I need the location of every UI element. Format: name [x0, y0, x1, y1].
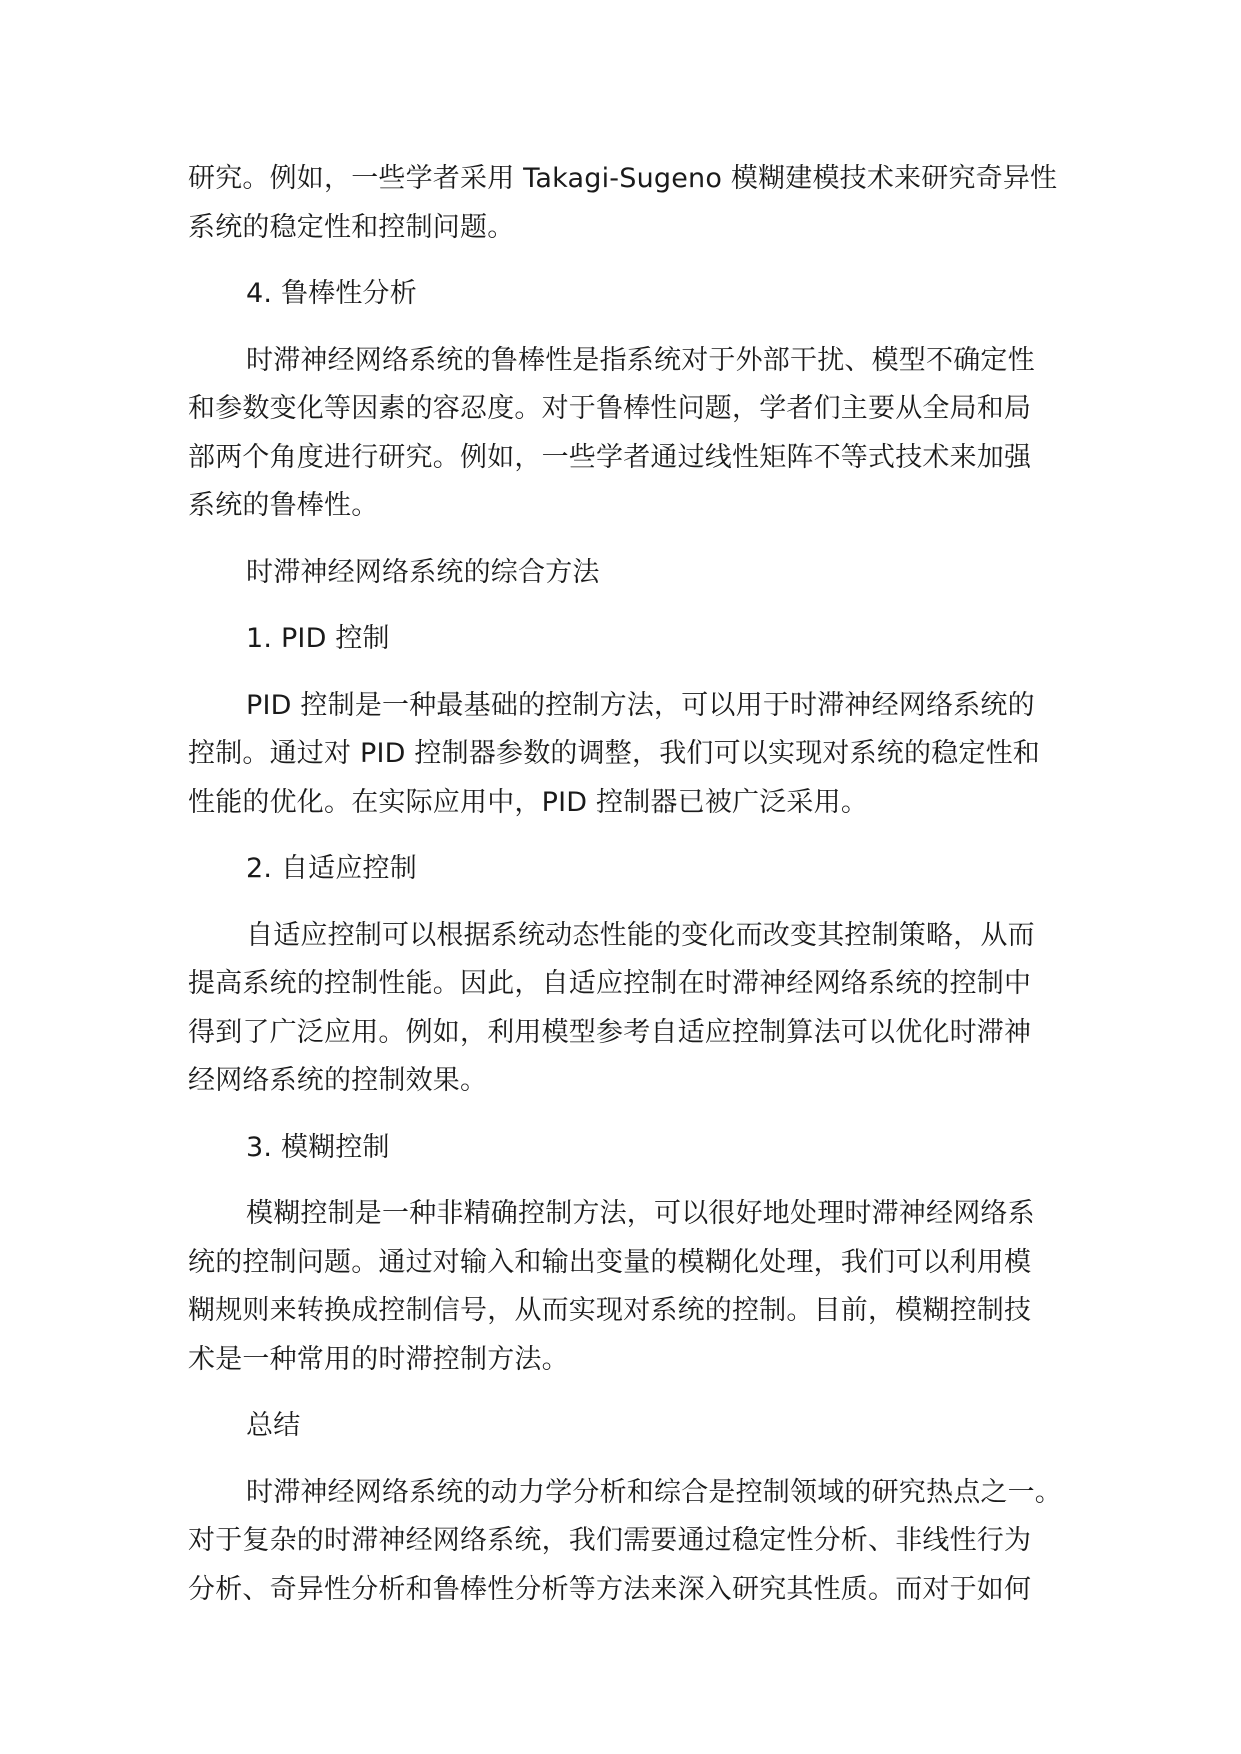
- paragraph-fuzzy: [188, 1190, 1088, 1384]
- text-line: 性能的优化。在实际应用中，PID 控制器已被广泛采用。: [188, 786, 869, 818]
- section-heading-robustness: 4. 鲁棒性分析: [246, 278, 417, 309]
- text-line: 系统的鲁棒性。: [188, 490, 379, 521]
- text-line: 自适应控制可以根据系统动态性能的变化而改变其控制策略，从而: [246, 919, 1035, 951]
- text-line: 得到了广泛应用。例如，利用模型参考自适应控制算法可以优化时滞神: [188, 1016, 1032, 1048]
- text-line: 术是一种常用的时滞控制方法。: [188, 1343, 569, 1375]
- section-heading-synthesis-methods: 时滞神经网络系统的综合方法: [246, 556, 600, 588]
- paragraph-robustness: [188, 337, 1088, 531]
- text-line: 统的控制问题。通过对输入和输出变量的模糊化处理，我们可以利用模: [188, 1246, 1032, 1278]
- text-line: 时滞神经网络系统的鲁棒性是指系统对于外部干扰、模型不确定性: [246, 344, 1035, 376]
- text-line: 提高系统的控制性能。因此，自适应控制在时滞神经网络系统的控制中: [188, 968, 1032, 999]
- text-line: 分析、奇异性分析和鲁棒性分析等方法来深入研究其性质。而对于如何: [188, 1573, 1032, 1605]
- text-line: 时滞神经网络系统的动力学分析和综合是控制领域的研究热点之一。: [246, 1476, 1062, 1508]
- text-line: 和参数变化等因素的容忍度。对于鲁棒性问题，学者们主要从全局和局: [188, 393, 1032, 424]
- text-line: 系统的稳定性和控制问题。: [188, 211, 515, 243]
- paragraph-summary: [188, 1469, 1088, 1615]
- paragraph-pid: [188, 682, 1088, 828]
- section-heading-summary: 总结: [246, 1410, 301, 1441]
- text-line: 糊规则来转换成控制信号，从而实现对系统的控制。目前，模糊控制技: [188, 1295, 1032, 1326]
- text-line: 研究。例如，一些学者采用 Takagi-Sugeno 模糊建模技术来研究奇异性: [188, 163, 1058, 194]
- section-heading-pid: 1. PID 控制: [246, 623, 390, 654]
- section-heading-adaptive: 2. 自适应控制: [246, 853, 417, 884]
- text-line: 部两个角度进行研究。例如，一些学者通过线性矩阵不等式技术来加强: [188, 441, 1032, 473]
- text-line: PID 控制是一种最基础的控制方法，可以用于时滞神经网络系统的: [246, 689, 1035, 721]
- text-line: 经网络系统的控制效果。: [188, 1065, 488, 1096]
- paragraph-adaptive: [188, 912, 1088, 1106]
- text-line: 控制。通过对 PID 控制器参数的调整，我们可以实现对系统的稳定性和: [188, 738, 1040, 769]
- paragraph-singular-systems: [188, 155, 1088, 252]
- section-heading-fuzzy: 3. 模糊控制: [246, 1131, 390, 1163]
- document-body: [188, 155, 1088, 1614]
- text-line: 对于复杂的时滞神经网络系统，我们需要通过稳定性分析、非线性行为: [188, 1525, 1032, 1556]
- text-line: 模糊控制是一种非精确控制方法，可以很好地处理时滞神经网络系: [246, 1198, 1035, 1229]
